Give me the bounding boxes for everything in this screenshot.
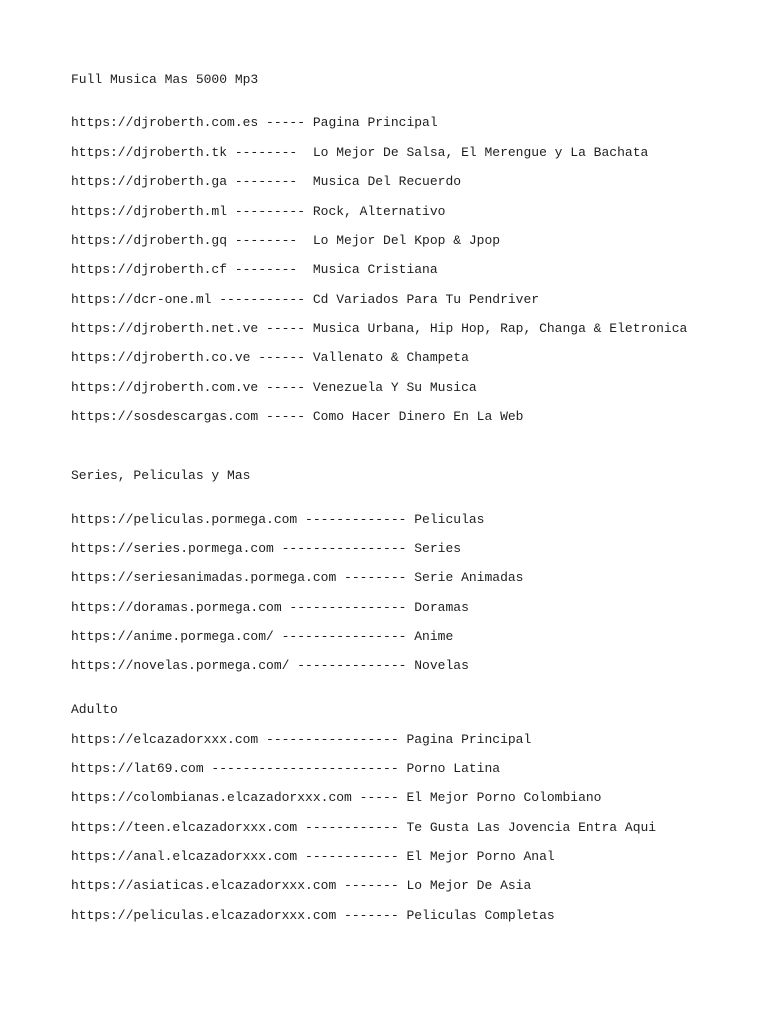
list-item: https://novelas.pormega.com/ -------------- Novelas — [71, 658, 469, 673]
list-item: https://djroberth.tk -------- Lo Mejor De Salsa, El Merengue y La Bachata — [71, 145, 649, 160]
list-item: https://djroberth.net.ve ----- Musica Urbana, Hip Hop, Rap, Changa & Eletronica — [71, 321, 688, 336]
list-item: https://anal.elcazadorxxx.com ------------ El Mejor Porno Anal — [71, 849, 555, 864]
list-item: https://elcazadorxxx.com ----------------- Pagina Principal — [71, 732, 532, 747]
list-item: https://dcr-one.ml ----------- Cd Variados Para Tu Pendriver — [71, 292, 540, 307]
list-item: https://djroberth.co.ve ------ Vallenato & Champeta — [71, 350, 469, 365]
list-item: https://djroberth.ga -------- Musica Del Recuerdo — [71, 174, 462, 189]
list-item: https://djroberth.gq -------- Lo Mejor Del Kpop & Jpop — [71, 233, 501, 248]
list-item: https://djroberth.ml --------- Rock, Alternativo — [71, 204, 446, 219]
list-item: https://asiaticas.elcazadorxxx.com ------- Lo Mejor De Asia — [71, 878, 532, 893]
list-item: https://series.pormega.com ---------------- Series — [71, 541, 462, 556]
section-heading-series: Series, Peliculas y Mas — [71, 468, 251, 483]
list-item: https://lat69.com ------------------------ Porno Latina — [71, 761, 501, 776]
section-heading-adult: Adulto — [71, 702, 118, 717]
list-item: https://doramas.pormega.com --------------- Doramas — [71, 600, 469, 615]
list-item: https://djroberth.cf -------- Musica Cristiana — [71, 262, 438, 277]
list-item: https://teen.elcazadorxxx.com ------------ Te Gusta Las Jovencia Entra Aqui — [71, 820, 657, 835]
list-item: https://seriesanimadas.pormega.com -------- Serie Animadas — [71, 570, 524, 585]
list-item: https://sosdescargas.com ----- Como Hacer Dinero En La Web — [71, 409, 524, 424]
list-item: https://anime.pormega.com/ ---------------- Anime — [71, 629, 454, 644]
list-item: https://djroberth.com.ve ----- Venezuela Y Su Musica — [71, 380, 477, 395]
list-item: https://peliculas.elcazadorxxx.com ------- Peliculas Completas — [71, 908, 555, 923]
section-heading-music: Full Musica Mas 5000 Mp3 — [71, 72, 259, 87]
list-item: https://colombianas.elcazadorxxx.com ----- El Mejor Porno Colombiano — [71, 790, 602, 805]
list-item: https://peliculas.pormega.com ------------- Peliculas — [71, 512, 485, 527]
list-item: https://djroberth.com.es ----- Pagina Principal — [71, 115, 438, 130]
